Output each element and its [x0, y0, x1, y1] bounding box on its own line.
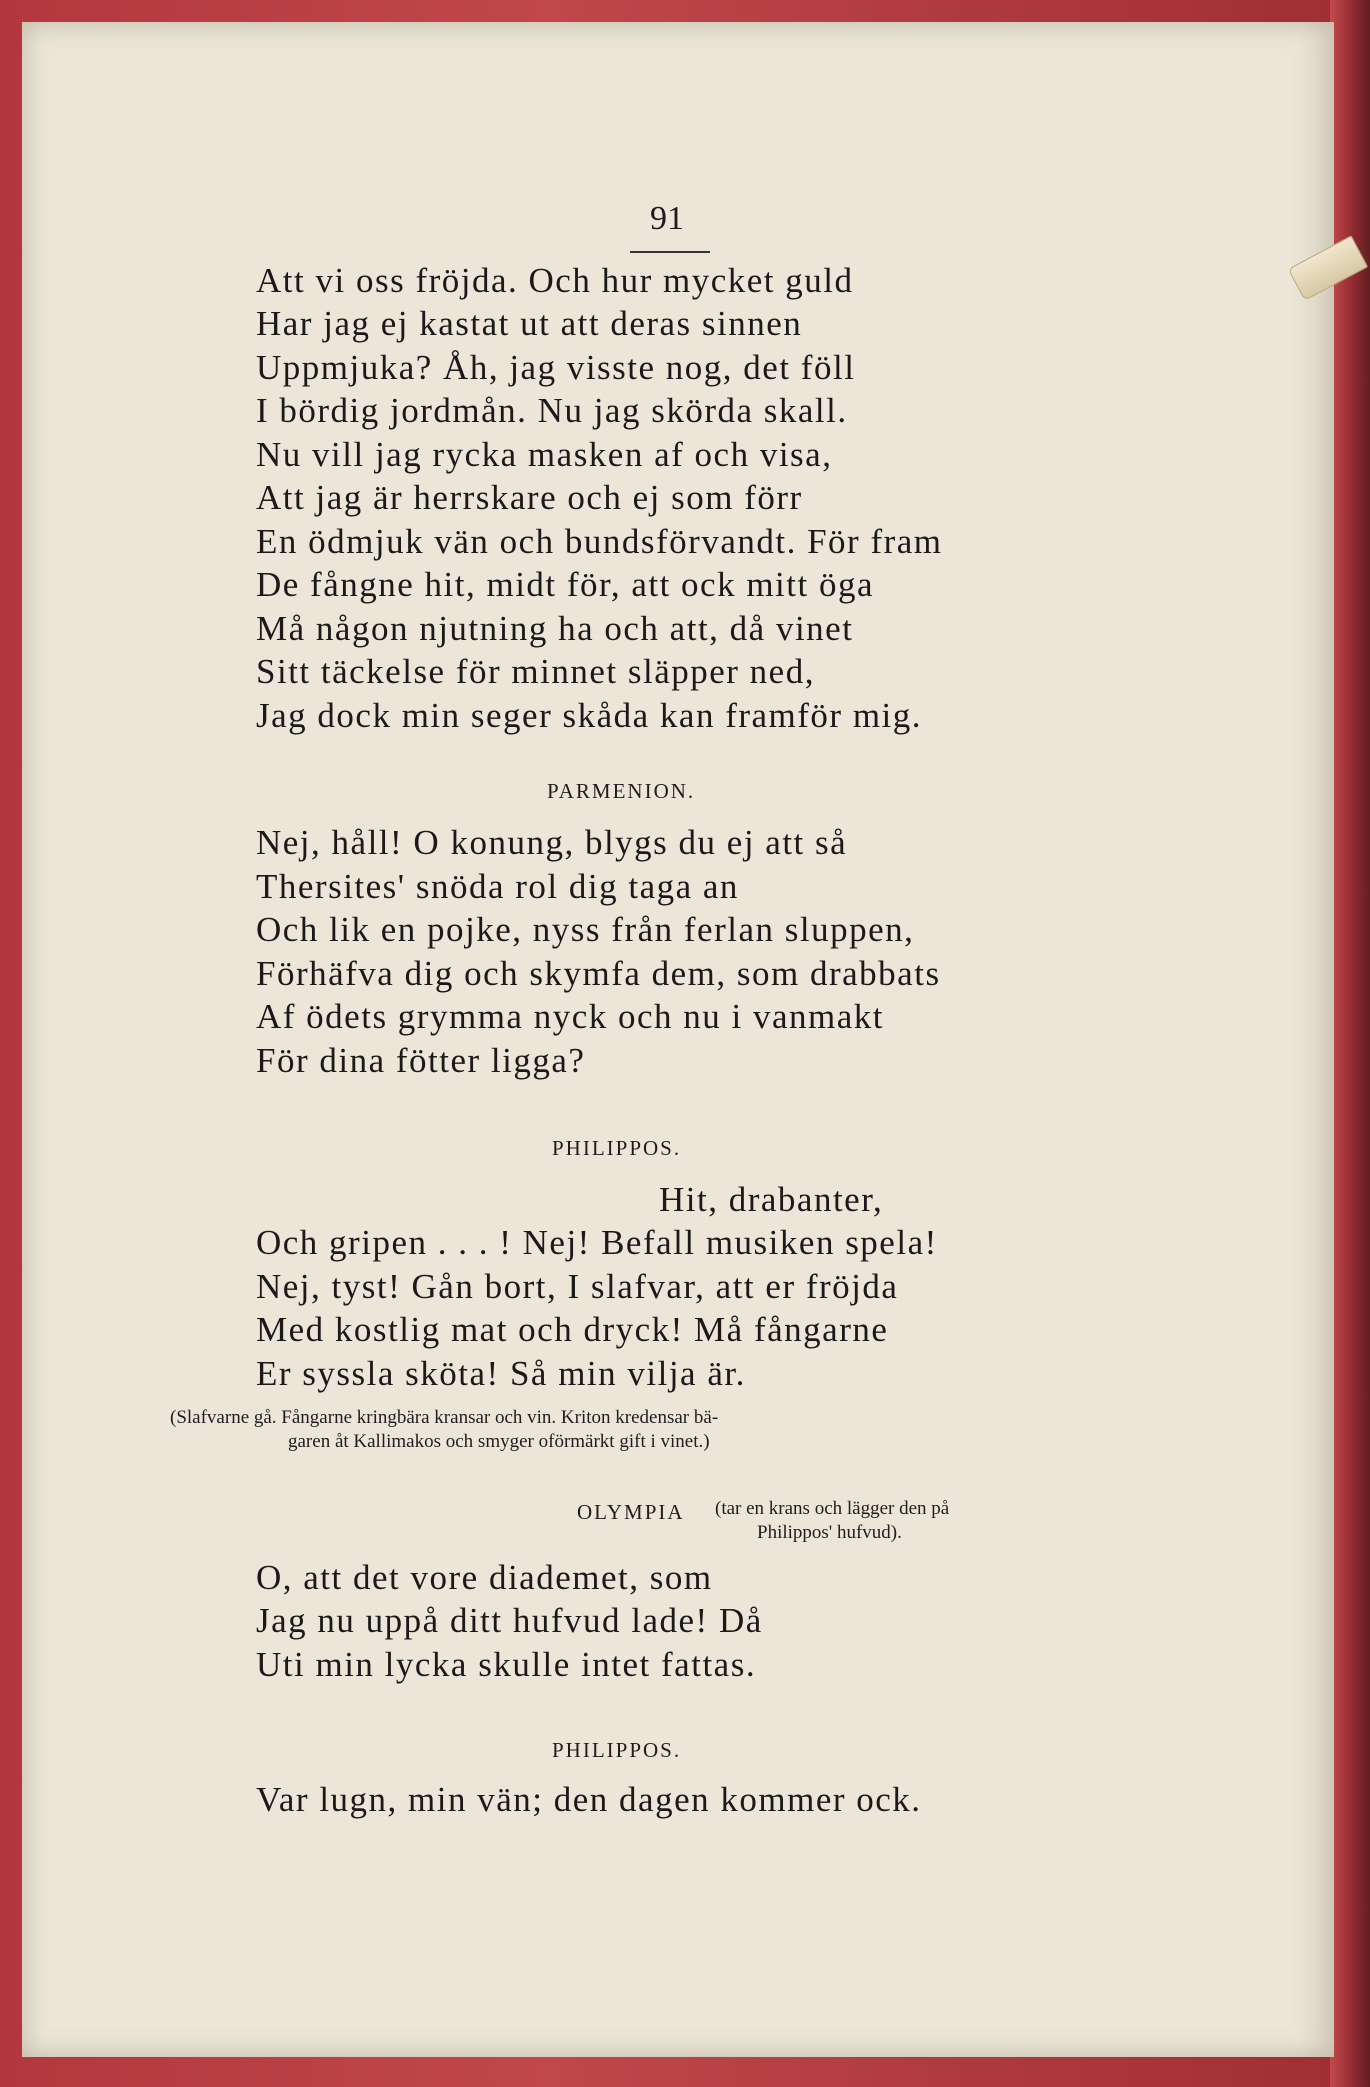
verse-line: Thersites' snöda rol dig taga an: [256, 867, 739, 906]
verse-line: Nej, tyst! Gån bort, I slafvar, att er fröjda: [256, 1267, 899, 1306]
verse-line: Nej, håll! O konung, blygs du ej att så: [256, 823, 848, 862]
verse-line: Hit, drabanter,: [659, 1180, 884, 1219]
verse-line: Och lik en pojke, nyss från ferlan sluppen,: [256, 910, 915, 949]
stage-direction: (Slafvarne gå. Fångarne kringbära kransar och vin. Kriton kredensar bä-: [170, 1407, 719, 1428]
stage-direction: (tar en krans och lägger den på: [715, 1498, 950, 1519]
verse-line: Uppmjuka? Åh, jag visste nog, det föll: [256, 348, 856, 387]
verse-line: Sitt täckelse för minnet släpper ned,: [256, 652, 815, 691]
stage-direction: Philippos' hufvud).: [757, 1522, 902, 1543]
cover-edge: [1330, 0, 1370, 2087]
speaker-name: PHILIPPOS.: [552, 1738, 682, 1762]
book-page: [22, 22, 1334, 2057]
page-number-rule: [630, 251, 710, 253]
verse-line: Er syssla sköta! Så min vilja är.: [256, 1354, 746, 1393]
verse-line: Af ödets grymma nyck och nu i vanmakt: [256, 997, 885, 1036]
verse-line: I bördig jordmån. Nu jag skörda skall.: [256, 391, 848, 430]
verse-line: Med kostlig mat och dryck! Må fångarne: [256, 1310, 889, 1349]
stage-direction: garen åt Kallimakos och smyger oförmärkt gift i vinet.): [288, 1431, 710, 1452]
verse-line: Och gripen . . . ! Nej! Befall musiken spela!: [256, 1223, 938, 1262]
verse-line: Uti min lycka skulle intet fattas.: [256, 1645, 757, 1684]
page-number: 91: [650, 200, 684, 237]
verse-line: Jag nu uppå ditt hufvud lade! Då: [256, 1601, 763, 1640]
speaker-name: PHILIPPOS.: [552, 1136, 682, 1160]
verse-line: För dina fötter ligga?: [256, 1041, 586, 1080]
verse-line: De fångne hit, midt för, att ock mitt öga: [256, 565, 875, 604]
verse-line: Jag dock min seger skåda kan framför mig.: [256, 696, 923, 735]
verse-line: Var lugn, min vän; den dagen kommer ock.: [256, 1780, 922, 1819]
verse-line: O, att det vore diademet, som: [256, 1558, 713, 1597]
verse-line: Har jag ej kastat ut att deras sinnen: [256, 304, 803, 343]
speaker-name: PARMENION.: [547, 779, 696, 803]
verse-line: Förhäfva dig och skymfa dem, som drabbats: [256, 954, 941, 993]
speaker-name: OLYMPIA: [577, 1500, 685, 1524]
verse-line: Må någon njutning ha och att, då vinet: [256, 609, 854, 648]
verse-line: Att jag är herrskare och ej som förr: [256, 478, 803, 517]
verse-line: Nu vill jag rycka masken af och visa,: [256, 435, 833, 474]
verse-line: Att vi oss fröjda. Och hur mycket guld: [256, 261, 854, 300]
verse-line: En ödmjuk vän och bundsförvandt. För fram: [256, 522, 943, 561]
